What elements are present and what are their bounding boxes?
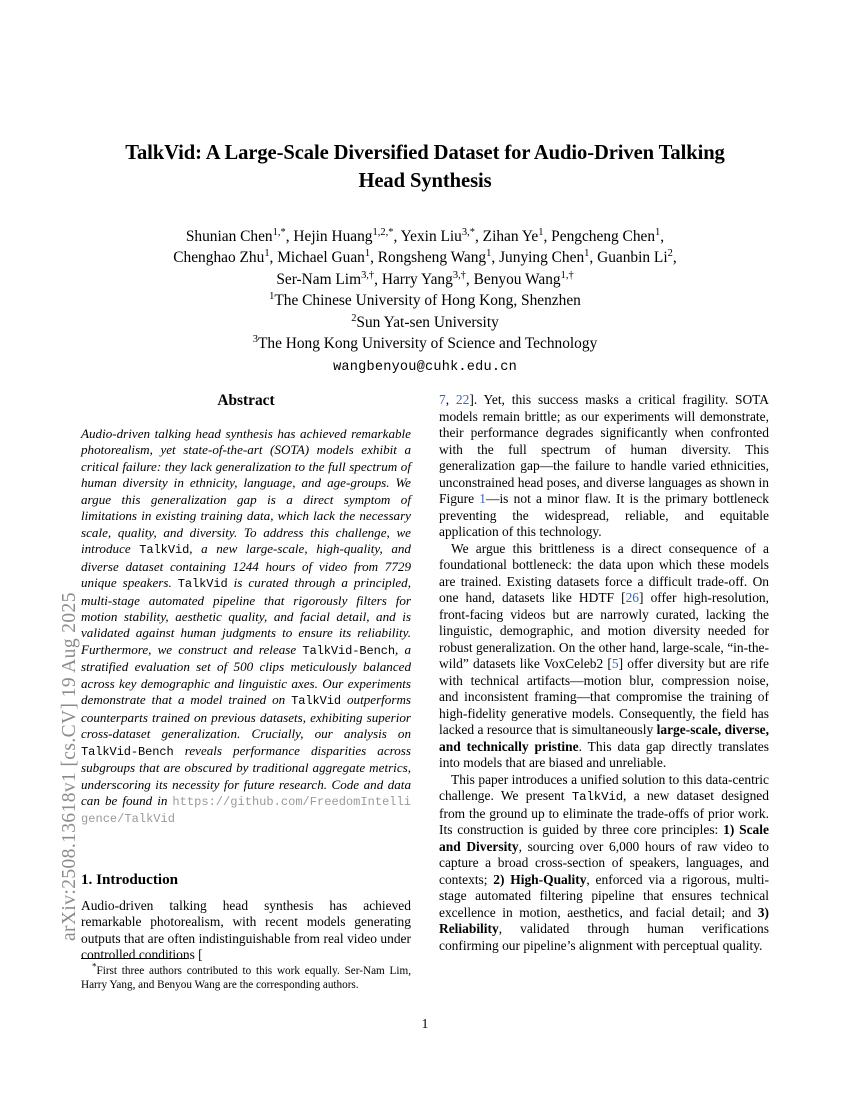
paragraph-seg: —is not a minor flaw. It is the primary bottleneck preventing the widespread, reliable, and equitable application of this technology. bbox=[439, 491, 769, 539]
intro-paragraph-3 bbox=[439, 772, 769, 955]
author-affiliation-marker: 1,2,* bbox=[372, 226, 394, 238]
paragraph-seg: ] offer diversity but are rife with technical artifacts—motion blur, compression noise, and inconsistent framing—that compromise the training of high-fidelity generative models. Consequently, the field has lacked a resource that is simultaneously bbox=[439, 656, 769, 737]
intro-paragraph-1-continued bbox=[439, 392, 769, 541]
author-block bbox=[81, 226, 769, 379]
dataset-name-mono: TalkVid bbox=[139, 543, 190, 558]
paragraph-seg: ]. Yet, this success masks a critical fragility. SOTA models remain brittle; as our experiments will demonstrate, their performance degrades significantly when confronted with the full spectrum of human diversity. This generalization gap—the failure to handle varied ethnicities, unconstrained head poses, and diverse languages as shown in Figure bbox=[439, 392, 770, 506]
contact-email[interactable]: wangbenyou@cuhk.edu.cn bbox=[333, 360, 517, 376]
footnote-block bbox=[81, 958, 411, 992]
page-title: TalkVid: A Large-Scale Diversified Dataset for Audio-Driven Talking Head Synthesis bbox=[125, 142, 725, 192]
affiliation-line-3 bbox=[81, 333, 769, 354]
abstract-text bbox=[81, 426, 411, 828]
author-affiliation-marker: 1,† bbox=[560, 269, 574, 281]
abstract-seg: reveals performance disparities across subgroups that are obscured by traditional aggregate metrics, underscoring its necessity for future research. Code and data can be found in bbox=[81, 742, 411, 808]
paragraph-seg: This paper introduces a unified solution to this data-centric challenge. We present bbox=[439, 771, 769, 803]
affiliation-line-1 bbox=[81, 290, 769, 311]
author-name: , Harry Yang bbox=[374, 270, 453, 288]
author-name: , Zihan Ye bbox=[474, 228, 539, 245]
two-column-body bbox=[81, 392, 769, 1012]
dataset-name-mono: TalkVid bbox=[291, 694, 342, 709]
paragraph-seg: We argue this brittleness is a direct consequence of a foundational bottleneck: the data upon which these models are trained. Existing datasets force a difficult trade-off. On one hand, datasets like HDTF [ bbox=[439, 540, 769, 605]
benchmark-name-mono: TalkVid-Bench bbox=[81, 744, 174, 759]
author-affiliation-marker: 1 bbox=[486, 248, 492, 260]
author-line-3 bbox=[81, 269, 769, 290]
right-column bbox=[439, 392, 769, 954]
principle-label-2: 2) High-Quality bbox=[493, 871, 587, 887]
dataset-name-mono: TalkVid bbox=[571, 790, 624, 804]
principle-label-3: 3) Reliability bbox=[439, 904, 769, 936]
paragraph-seg: , sourcing over 6,000 hours of raw video to capture a broad cross-section of speakers, languages, and contexts; bbox=[439, 838, 770, 887]
author-affiliation-marker: 1,* bbox=[272, 226, 286, 238]
author-separator: , bbox=[660, 228, 665, 245]
paragraph-seg: , validated through human verifications confirming our pipeline’s alignment with perceptual quality. bbox=[439, 921, 769, 953]
footnote-body: First three authors contributed to this work equally. Ser-Nam Lim, Harry Yang, and Benyou Wang are the corresponding authors. bbox=[81, 965, 411, 991]
abstract-seg: , a new large-scale, high-quality, and diverse dataset containing 1244 hours of video from 7729 unique speakers. bbox=[81, 541, 411, 591]
citation-link[interactable]: 5 bbox=[611, 656, 619, 671]
author-name: , Junying Chen bbox=[491, 249, 585, 267]
citation-link[interactable]: 7 bbox=[439, 392, 446, 407]
arxiv-stamp-text: arXiv:2508.13618v1 [cs.CV] 19 Aug 2025 bbox=[59, 592, 80, 941]
affiliation-marker: 1 bbox=[269, 291, 275, 303]
author-affiliation-marker: 1 bbox=[364, 248, 371, 260]
dataset-name-mono: TalkVid bbox=[177, 577, 228, 592]
author-affiliation-marker: 2 bbox=[667, 248, 673, 260]
author-name: , Hejin Huang bbox=[285, 228, 373, 245]
author-affiliation-marker: 3,† bbox=[452, 269, 466, 281]
author-name: , Pengcheng Chen bbox=[543, 228, 656, 245]
footnote-divider bbox=[81, 958, 187, 959]
figure-reference-link[interactable]: 1 bbox=[479, 491, 487, 506]
author-affiliation-marker: 3,* bbox=[461, 226, 475, 238]
author-name: Chenghao Zhu bbox=[173, 249, 265, 267]
principle-label-1: 1) Scale and Diversity bbox=[439, 822, 769, 854]
author-affiliation-marker: 1 bbox=[264, 248, 270, 260]
author-affiliation-marker: 1 bbox=[538, 226, 544, 238]
page-number: 1 bbox=[421, 1016, 429, 1031]
author-name: , Guanbin Li bbox=[589, 249, 668, 267]
affiliation-name: The Hong Kong University of Science and Technology bbox=[257, 335, 598, 353]
author-name: , Michael Guan bbox=[269, 249, 365, 267]
abstract-seg: is curated through a principled, multi-stage automated pipeline that rigorously filters for motion stability, aesthetic quality, and facial detail, and is validated against human judgments to ensure its reliability. Furthermore, we construct and release bbox=[81, 575, 411, 657]
abstract-seg: Audio-driven talking head synthesis has achieved remarkable photorealism, yet state-of-the-art (SOTA) models exhibit a critical failure: they lack generalization to the full spectrum of human diversity in ethnicity, language, and age-groups. We argue this generalization gap is a direct symptom of limitations in existing training data, which lack the necessary scale, quality, and diversity. To address this challenge, we introduce bbox=[81, 426, 411, 557]
paragraph-seg: , bbox=[445, 392, 456, 407]
affiliation-name: Sun Yat-sen University bbox=[356, 313, 499, 331]
affiliation-line-2 bbox=[81, 312, 769, 333]
author-separator: , bbox=[672, 249, 677, 267]
affiliation-marker: 2 bbox=[351, 312, 357, 324]
repository-url-link[interactable]: https://github.com/FreedomIntelligence/TalkVid bbox=[81, 794, 411, 827]
left-column bbox=[81, 392, 411, 964]
paragraph-seg: , a new dataset designed from the ground up to eliminate the trade-offs of prior work. Its construction is guided by three core principles: bbox=[439, 788, 769, 837]
intro-paragraph-1-left-part bbox=[81, 898, 411, 964]
author-name: Ser-Nam Lim bbox=[276, 270, 362, 288]
abstract-seg: , a stratified evaluation set of 500 clips meticulously balanced across key demographic and linguistic axes. Our experiments demonstrate that a model trained on bbox=[81, 641, 412, 708]
footnote-text bbox=[81, 961, 411, 992]
author-name: , Benyou Wang bbox=[465, 270, 561, 288]
paper-page bbox=[81, 0, 769, 1100]
author-affiliation-marker: 1 bbox=[655, 226, 661, 238]
affiliation-marker: 3 bbox=[252, 333, 258, 345]
title-block bbox=[81, 0, 769, 195]
author-line-2 bbox=[81, 247, 769, 268]
arxiv-stamp bbox=[0, 0, 80, 1100]
paragraph-seg: . This data gap directly translates into models that are biased and unreliable. bbox=[439, 738, 769, 770]
paragraph-seg: , enforced via a rigorous, multi-stage automated filtering pipeline that ensures technical excellence in motion, aesthetics, and facial detail; and bbox=[439, 871, 770, 920]
citation-link[interactable]: 26 bbox=[625, 590, 640, 605]
paragraph-seg: Audio-driven talking head synthesis has achieved remarkable photorealism, with recent models generating outputs that are often indistinguishable from real video under controlled conditions [ bbox=[81, 897, 411, 963]
citation-link[interactable]: 22 bbox=[455, 392, 470, 407]
paragraph-seg: ] offer high-resolution, front-facing videos but are narrowly curated, lacking the linguistic, demographic, and motion diversity needed for robust generalization. On the other hand, large-scale, “in-the-wild” datasets like VoxCeleb2 [ bbox=[439, 590, 769, 671]
emphasis-phrase: large-scale, diverse, and technically pristine bbox=[439, 722, 770, 754]
author-name: Shunian Chen bbox=[185, 228, 273, 245]
section-heading-introduction: 1. Introduction bbox=[81, 871, 179, 888]
affiliation-name: The Chinese University of Hong Kong, Shenzhen bbox=[274, 292, 581, 310]
benchmark-name-mono: TalkVid-Bench bbox=[302, 643, 396, 658]
abstract-heading: Abstract bbox=[217, 392, 275, 409]
abstract-seg: outperforms counterparts trained on previous datasets, exhibiting superior cross-dataset generalization. Crucially, our analysis on bbox=[81, 692, 411, 742]
author-affiliation-marker: 1 bbox=[584, 248, 590, 260]
author-affiliation-marker: 3,† bbox=[361, 269, 375, 281]
author-name: , Rongsheng Wang bbox=[370, 249, 487, 267]
author-name: , Yexin Liu bbox=[393, 228, 462, 245]
intro-paragraph-2 bbox=[439, 541, 769, 772]
author-line-1 bbox=[81, 226, 769, 247]
footnote-marker: * bbox=[92, 961, 97, 972]
